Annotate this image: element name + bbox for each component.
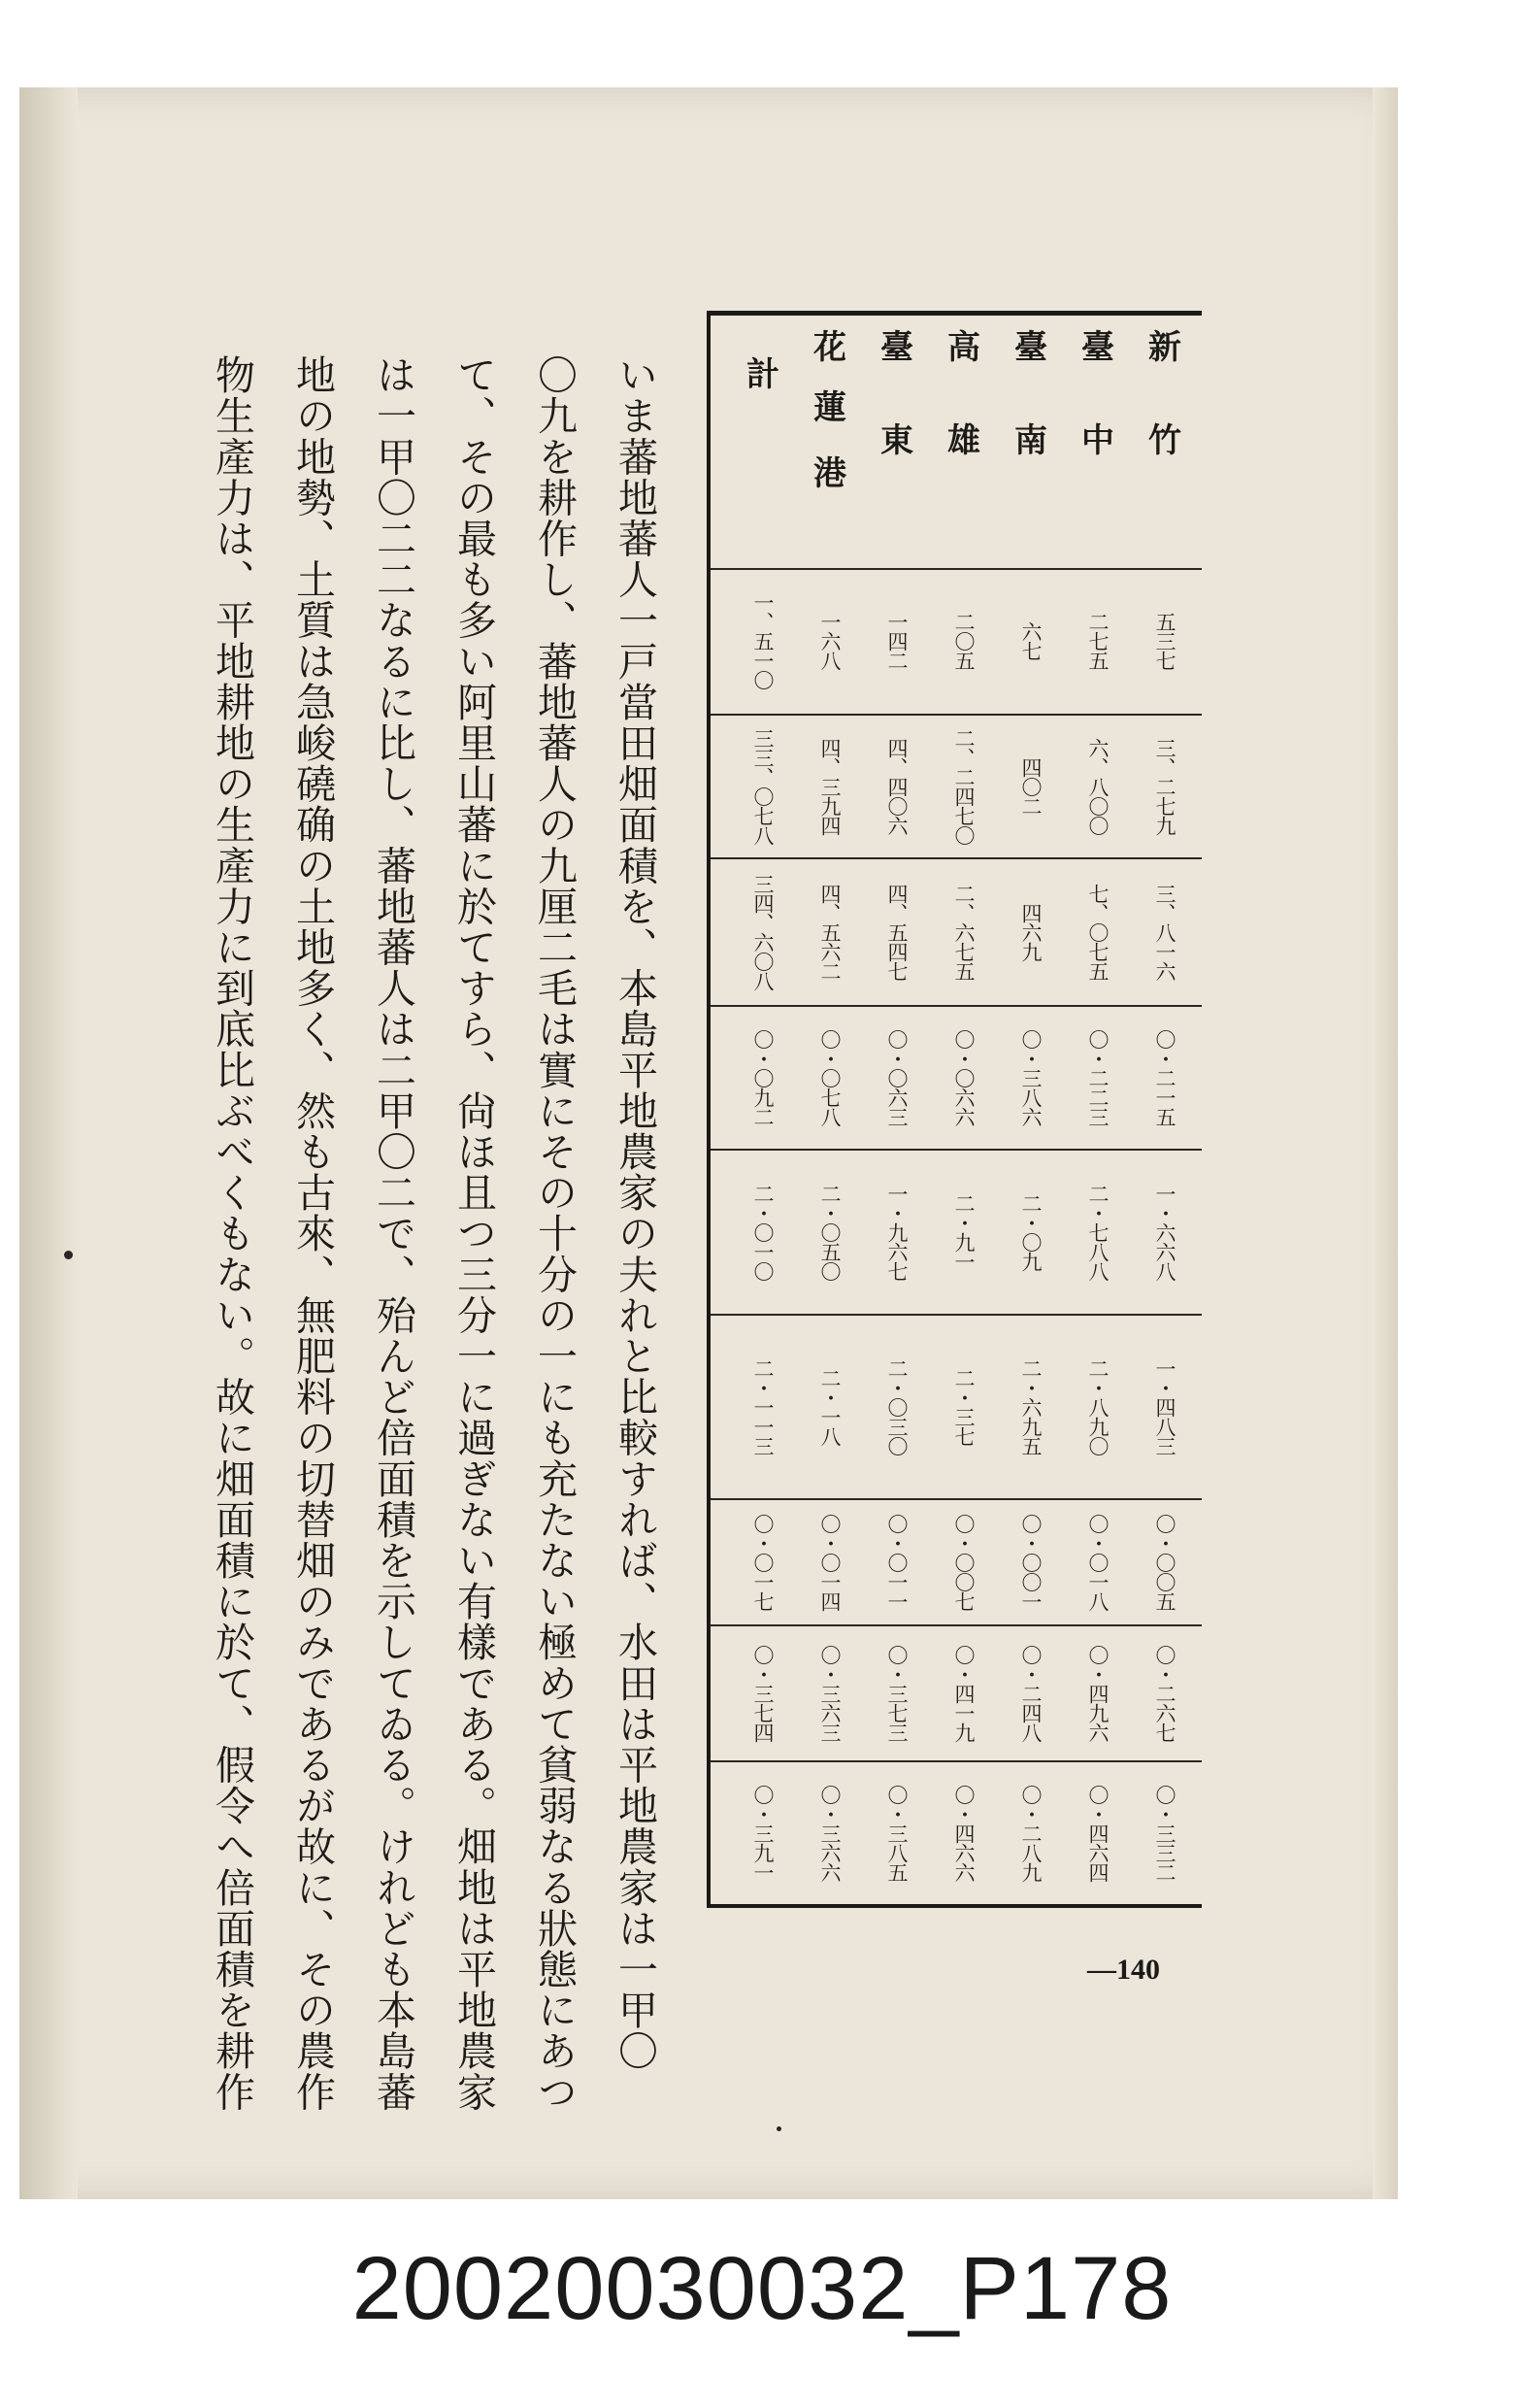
cell-value: 〇・三八六	[1019, 1029, 1043, 1126]
cell-value: 〇・三六三	[818, 1645, 842, 1742]
table-cell	[933, 1007, 995, 1149]
table-cell	[732, 1500, 794, 1624]
table-cell	[933, 568, 995, 714]
table-cell	[866, 568, 928, 714]
stub-char: 高	[947, 328, 980, 367]
table-row	[711, 1007, 1202, 1151]
table-cell	[799, 1762, 861, 1904]
table-row	[711, 1316, 1202, 1500]
cell-value: 二・〇三〇	[885, 1358, 909, 1455]
table-row	[711, 1500, 1202, 1626]
table-cell	[1134, 1316, 1196, 1498]
table-cell	[732, 1316, 794, 1498]
cell-value: 〇・二二三	[1086, 1029, 1110, 1126]
table-cell	[1000, 1762, 1062, 1904]
cell-value: 一・九六七	[885, 1184, 909, 1281]
cell-value: 二・〇九	[1019, 1193, 1043, 1271]
cell-value: 〇・〇六六	[952, 1029, 976, 1126]
table-stub-col	[1134, 316, 1196, 568]
table-cell	[1067, 1500, 1129, 1624]
stub-char: 花	[813, 328, 846, 367]
cell-value: 四、三九四	[818, 738, 842, 835]
table-cell	[799, 1500, 861, 1624]
cell-value: 二・一八	[818, 1368, 842, 1446]
cell-value: 〇・二六七	[1153, 1645, 1176, 1742]
cell-value: 〇・〇〇五	[1153, 1514, 1176, 1611]
text-line: 地の地勢、土質は急峻磽确の土地多く、然も古來、無肥料の切替畑のみであるが故に、その農作	[289, 354, 336, 2113]
table-cell	[1000, 716, 1062, 857]
cell-value: 〇・〇一八	[1086, 1514, 1110, 1611]
table-stub-col	[1000, 316, 1062, 568]
table-cell	[933, 716, 995, 857]
cell-value: 四、四〇六	[885, 738, 909, 835]
cell-value: 六、八〇〇	[1086, 738, 1110, 835]
table-stub-col	[866, 316, 928, 568]
table-cell	[1134, 1151, 1196, 1314]
cell-value: 二〇五	[952, 612, 976, 670]
cell-value: 三四、六〇八	[751, 874, 775, 990]
table-cell	[866, 859, 928, 1005]
ink-spot	[777, 2126, 781, 2131]
table-cell	[799, 1007, 861, 1149]
cell-value: 四、五四七	[885, 884, 909, 981]
cell-value: 〇・〇一七	[751, 1514, 775, 1611]
table-cell	[1134, 1626, 1196, 1760]
table-cell	[1134, 716, 1196, 857]
table-cell	[1000, 1500, 1062, 1624]
stub-char: 東	[880, 421, 913, 460]
cell-value: 〇・二四八	[1019, 1645, 1043, 1742]
table-stub-col	[799, 316, 861, 568]
table-cell	[933, 859, 995, 1005]
cell-value: 七、〇七五	[1086, 884, 1110, 981]
stub-char: 臺	[880, 328, 913, 367]
table-stub-col	[1067, 316, 1129, 568]
text-line: 〇九を耕作し、蕃地蕃人の九厘二毛は實にその十分の一にも充たない極めて貧弱なる狀態にあつ	[531, 354, 578, 2113]
cell-value: 一六八	[818, 612, 842, 670]
cell-value: 〇・三三二	[1153, 1785, 1176, 1882]
table-header-row	[711, 316, 1202, 570]
cell-value: 五三七	[1153, 612, 1176, 670]
cell-value: 二・七八八	[1086, 1184, 1110, 1281]
stub-char: 臺	[1081, 328, 1114, 367]
table-cell	[1134, 859, 1196, 1005]
table-cell	[732, 716, 794, 857]
table-cell	[866, 716, 928, 857]
cell-value: 〇・四六六	[952, 1785, 976, 1882]
table-cell	[1067, 859, 1129, 1005]
stub-char: 新	[1148, 328, 1181, 367]
table-cell	[732, 1762, 794, 1904]
table-row	[711, 1762, 1202, 1904]
cell-value: 〇・三六六	[818, 1785, 842, 1882]
table-cell	[732, 1151, 794, 1314]
table-cell	[732, 568, 794, 714]
table-stub-col	[732, 316, 794, 568]
table-cell	[933, 1626, 995, 1760]
table-cell	[1067, 1316, 1129, 1498]
cell-value: 一・四八三	[1153, 1358, 1176, 1455]
table-stub-col	[933, 316, 995, 568]
stub-char: 南	[1014, 421, 1047, 460]
cell-value: 二・六九五	[1019, 1358, 1043, 1455]
cell-value: 〇・〇〇七	[952, 1514, 976, 1611]
table-cell	[799, 859, 861, 1005]
table-row	[711, 568, 1202, 716]
cell-value: 一、五一〇	[751, 592, 775, 689]
cell-value: 三、八一六	[1153, 884, 1176, 981]
cell-value: 〇・三七四	[751, 1645, 775, 1742]
cell-value: 二、二四七〇	[952, 728, 976, 845]
body-text	[199, 354, 665, 2113]
stub-char: 竹	[1148, 421, 1181, 460]
table-row	[711, 716, 1202, 859]
archive-id-caption: 20020030032_P178	[351, 2239, 1173, 2338]
table-row	[711, 859, 1202, 1007]
text-line: 物生產力は、平地耕地の生產力に到底比ぶべくもない。故に畑面積に於て、假令へ倍面積を耕作	[209, 354, 255, 2113]
cell-value: 〇・二一五	[1153, 1029, 1176, 1126]
cell-value: 〇・〇六三	[885, 1029, 909, 1126]
table-cell	[1134, 1762, 1196, 1904]
cell-value: 〇・〇〇一	[1019, 1514, 1043, 1611]
cell-value: 二、六七五	[952, 884, 976, 981]
statistics-table	[707, 311, 1202, 1908]
cell-value: 〇・四一九	[952, 1645, 976, 1742]
table-cell	[866, 1626, 928, 1760]
table-cell	[1134, 1007, 1196, 1149]
cell-value: 二・九一	[952, 1193, 976, 1271]
cell-value: 〇・四九六	[1086, 1645, 1110, 1742]
stub-char: 雄	[947, 421, 980, 460]
table-cell	[799, 716, 861, 857]
cell-value: 二・一一三	[751, 1358, 775, 1455]
cell-value: 〇・三九一	[751, 1785, 775, 1882]
cell-value: 四、五六二	[818, 884, 842, 981]
text-line: て、その最も多い阿里山蕃に於てすら、尙ほ且つ三分一に過ぎない有樣である。畑地は平地農家	[450, 354, 497, 2113]
table-cell	[866, 1151, 928, 1314]
table-cell	[1067, 1007, 1129, 1149]
text-line: は一甲〇二二なるに比し、蕃地蕃人は二甲〇二で、殆んど倍面積を示してゐる。けれども本島蕃	[370, 354, 416, 2113]
table-cell	[866, 1762, 928, 1904]
table-cell	[1000, 568, 1062, 714]
page-number: —140	[1087, 1954, 1160, 1986]
table-row	[711, 1151, 1202, 1316]
table-cell	[799, 1151, 861, 1314]
cell-value: 〇・三七三	[885, 1645, 909, 1742]
table-cell	[866, 1316, 928, 1498]
text-line: いま蕃地蕃人一戸當田畑面積を、本島平地農家の夫れと比較すれば、水田は平地農家は一甲〇	[612, 354, 658, 2072]
table-cell	[732, 859, 794, 1005]
table-cell	[799, 568, 861, 714]
stub-char: 臺	[1014, 328, 1047, 367]
cell-value: 一・六六八	[1153, 1184, 1176, 1281]
cell-value: 三、二七九	[1153, 738, 1176, 835]
table-cell	[866, 1007, 928, 1149]
table-cell	[799, 1626, 861, 1760]
cell-value: 〇・三八五	[885, 1785, 909, 1882]
table-cell	[1067, 1151, 1129, 1314]
table-cell	[1067, 568, 1129, 714]
table-cell	[799, 1316, 861, 1498]
cell-value: 四六九	[1019, 903, 1043, 961]
cell-value: 二・八九〇	[1086, 1358, 1110, 1455]
cell-value: 二・〇五〇	[818, 1184, 842, 1281]
cell-value: 〇・四六四	[1086, 1785, 1110, 1882]
cell-value: 二・〇一〇	[751, 1184, 775, 1281]
cell-value: 三三、〇七八	[751, 728, 775, 845]
table-cell	[1134, 568, 1196, 714]
table-cell	[1067, 1762, 1129, 1904]
cell-value: 一四二	[885, 612, 909, 670]
table-cell	[1067, 716, 1129, 857]
table-cell	[732, 1626, 794, 1760]
table-cell	[1000, 1007, 1062, 1149]
table-cell	[933, 1151, 995, 1314]
cell-value: 二・三七	[952, 1368, 976, 1446]
table-cell	[1000, 1626, 1062, 1760]
page-edge	[1373, 87, 1398, 2199]
cell-value: 二七五	[1086, 612, 1110, 670]
table-cell	[1000, 859, 1062, 1005]
ink-spot	[64, 1251, 73, 1259]
cell-value: 〇・〇七八	[818, 1029, 842, 1126]
table-cell	[866, 1500, 928, 1624]
cell-value: 〇・二八九	[1019, 1785, 1043, 1882]
cell-value: 〇・〇九二	[751, 1029, 775, 1126]
table-cell	[1000, 1151, 1062, 1314]
table-cell	[732, 1007, 794, 1149]
table-cell	[1067, 1626, 1129, 1760]
cell-value: 六七	[1019, 621, 1043, 660]
cell-value: 〇・〇一四	[818, 1514, 842, 1611]
table-cell	[933, 1500, 995, 1624]
stub-char: 蓮	[813, 388, 846, 427]
table-row	[711, 1626, 1202, 1762]
stub-char: 港	[813, 454, 846, 493]
table-cell	[1000, 1316, 1062, 1498]
table-cell	[933, 1316, 995, 1498]
table-cell	[1134, 1500, 1196, 1624]
cell-value: 〇・〇一一	[885, 1514, 909, 1611]
page-gutter	[19, 87, 78, 2199]
stub-char: 中	[1081, 421, 1114, 460]
table-cell	[933, 1762, 995, 1904]
stub-char: 計	[746, 355, 779, 394]
cell-value: 四〇二	[1019, 757, 1043, 816]
